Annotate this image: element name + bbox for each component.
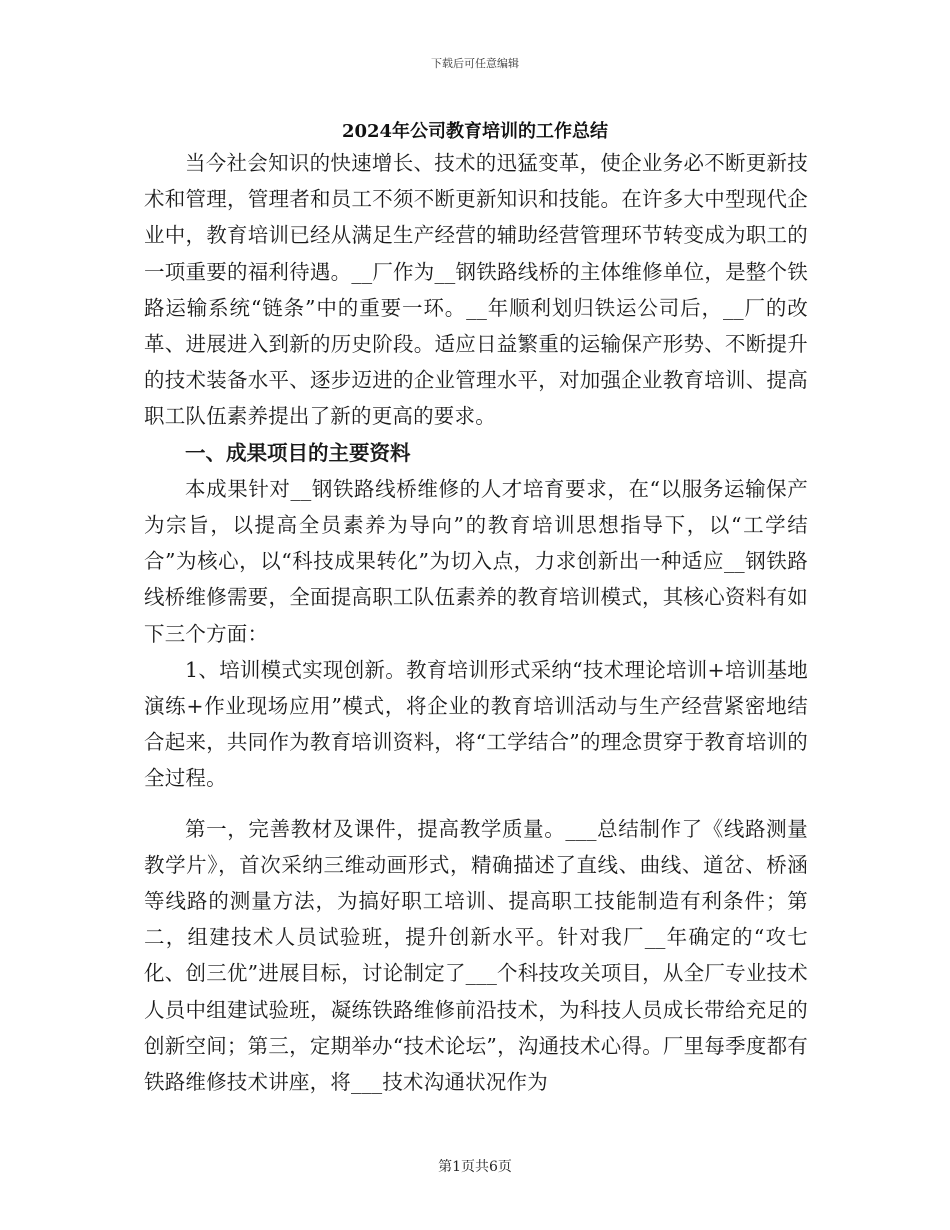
paragraph-intro: 当今社会知识的快速增长、技术的迅猛变革，使企业务必不断更新技术和管理，管理者和员工不须不断更新知识和技能。在许多大中型现代企业中，教育培训已经从满足生产经营的辅助经营管理环节转变成为职工的一项重要的福利待遇。__厂作为__钢铁路线桥的主体维修单位，是整个铁路运输系统“链条”中的重要一环。__年顺利划归铁运公司后，__厂的改革、进展进入到新的历史阶段。适应日益繁重的运输保产形势、不断提升的技术装备水平、逐步迈进的企业管理水平，对加强企业教育培训、提高职工队伍素养提出了新的更高的要求。	[144, 151, 808, 429]
document-body	[144, 145, 808, 1100]
document-title: 2024年公司教育培训的工作总结	[341, 121, 609, 142]
paragraph-item-1: 1、培训模式实现创新。教育培训形式采纳“技术理论培训+培训基地演练+作业现场应用”模式，将企业的教育培训活动与生产经营紧密地结合起来，共同作为教育培训资料，将“工学结合”的理念贯穿于教育培训的全过程。	[144, 657, 808, 791]
section-heading: 一、成果项目的主要资料	[185, 440, 411, 465]
paragraph-details: 第一，完善教材及课件，提高教学质量。___总结制作了《线路测量教学片》，首次采纳三维动画形式，精确描述了直线、曲线、道岔、桥涵等线路的测量方法，为搞好职工培训、提高职工技能制造有利条件；第二，组建技术人员试验班，提升创新水平。针对我厂__年确定的“攻七化、创三优”进展目标，讨论制定了___个科技攻关项目，从全厂专业技术人员中组建试验班，凝练铁路维修前沿技术，为科技人员成长带给充足的创新空间；第三，定期举办“技术论坛”，沟通技术心得。厂里每季度都有铁路维修技术讲座，将___技术沟通状况作为	[144, 816, 808, 1095]
header-note: 下载后可任意编辑	[431, 57, 519, 70]
paragraph-summary: 本成果针对__钢铁路线桥维修的人才培育要求，在“以服务运输保产为宗旨，以提高全员素养为导向”的教育培训思想指导下，以“工学结合”为核心，以“科技成果转化”为切入点，力求创新出一种适应__钢铁路线桥维修需要，全面提高职工队伍素养的教育培训模式，其核心资料有如下三个方面：	[144, 476, 808, 646]
page-number: 第1页共6页	[438, 1159, 512, 1175]
